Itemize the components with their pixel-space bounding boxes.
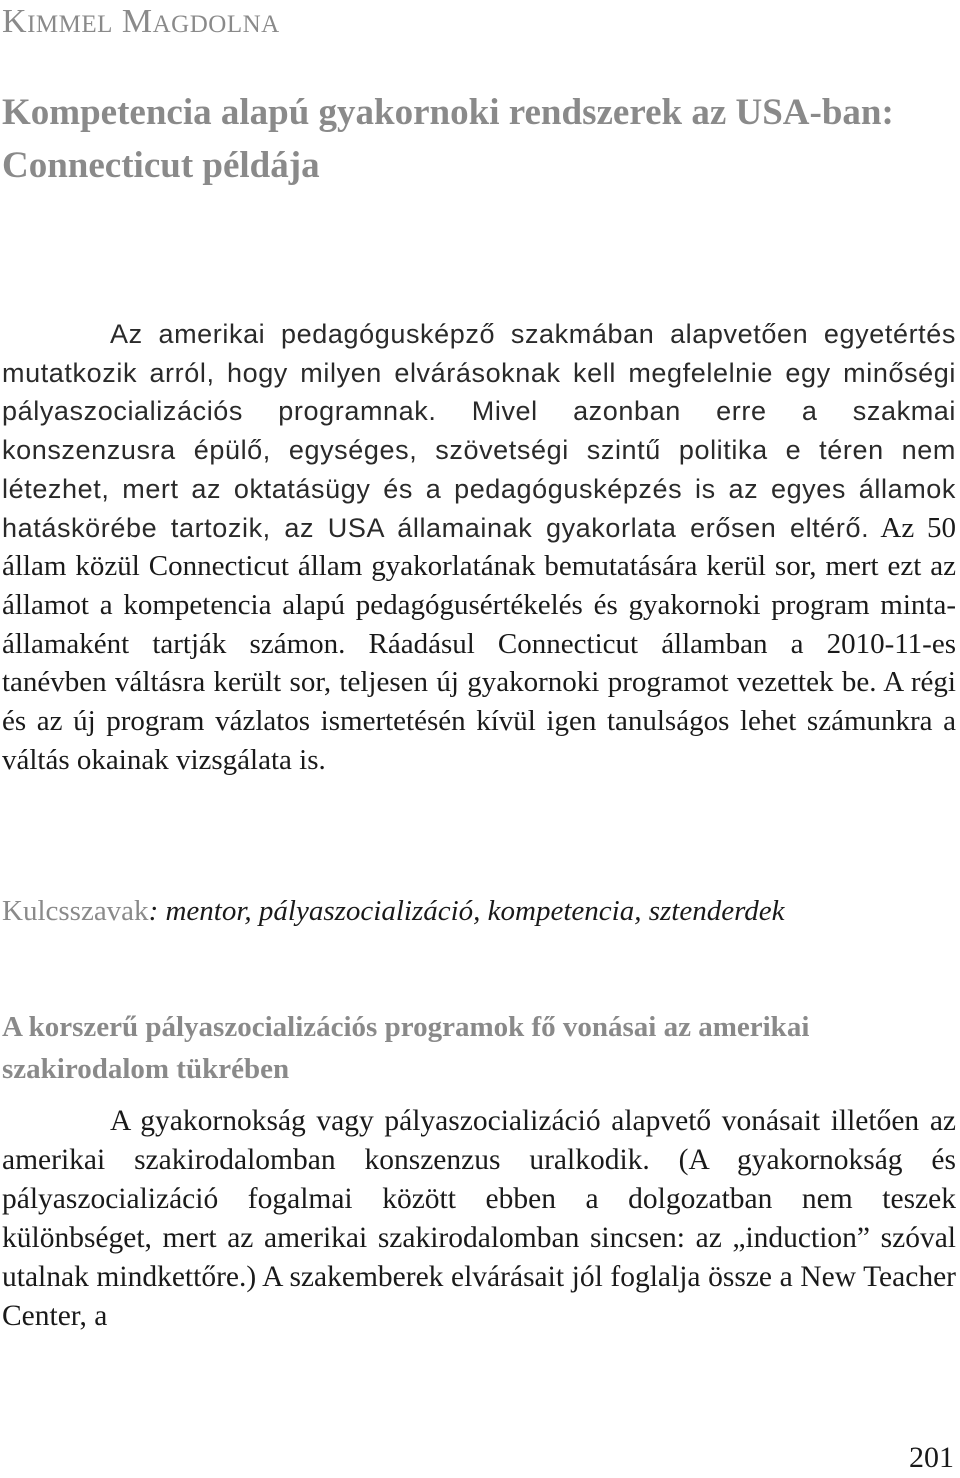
keywords <box>2 891 785 931</box>
author-firstname-rest: AGDOLNA <box>152 11 280 38</box>
abstract-part-serif: Az 50 állam közül Connecticut állam gyakorlatának bemutatására kerül sor, mert ezt az államot a kompetencia alapú pedagógusértékelés és gyakornoki program minta-államaként tartják számon. Ráadásul Connecticut államban a 2010-11-es tanévben váltásra került sor, teljesen új gyakornoki programot vezettek be. A régi és az új program vázlatos ismertetésén kívül igen tanulságos lehet számunkra a váltás okainak vizsgálata is. <box>2 511 956 776</box>
article-title: Kompetencia alapú gyakornoki rendszerek az USA-ban: Connecticut példája <box>2 92 894 186</box>
keywords-label: Kulcsszavak <box>2 895 149 927</box>
author-surname-rest: IMMEL <box>27 11 113 38</box>
keywords-separator: : <box>148 895 159 927</box>
abstract-part-sans: Az amerikai pedagógusképző szakmában alapvetően egyetértés mutatkozik arról, hogy milyen elvárásoknak kell megfelelnie egy minőségi pályaszocializációs programnak. Mivel azonban erre a szakmai konszenzusra épülő, egységes, szövetségi szintű politika e téren nem létezhet, mert az oktatásügy és a pedagógusképzés is az egyes államok hatáskörébe tartozik, az USA államainak gyakorlata erősen eltérő. <box>2 319 956 543</box>
author-initial-2: M <box>121 3 153 40</box>
page-number: 201 <box>909 1441 954 1474</box>
author-initial-1: K <box>2 3 28 40</box>
author-name <box>2 2 280 45</box>
section-paragraph: A gyakornokság vagy pályaszocializáció alapvető vonásait illetően az amerikai szakirodalomban konszenzus uralkodik. (A gyakornokság és pályaszocializáció fogalmai között ebben a dolgozatban nem teszek különbséget, mert az amerikai szakirodalomban sincsen: az „induction” szóval utalnak mindkettőre.) A szakemberek elvárásait jól foglalja össze a New Teacher Center, a <box>2 1105 956 1333</box>
abstract <box>2 315 956 779</box>
section-heading: A korszerű pályaszocializációs programok fő vonásai az amerikai szakirodalom tükrében <box>2 1011 810 1085</box>
keywords-values: mentor, pályaszocializáció, kompetencia, sztenderdek <box>158 895 785 927</box>
